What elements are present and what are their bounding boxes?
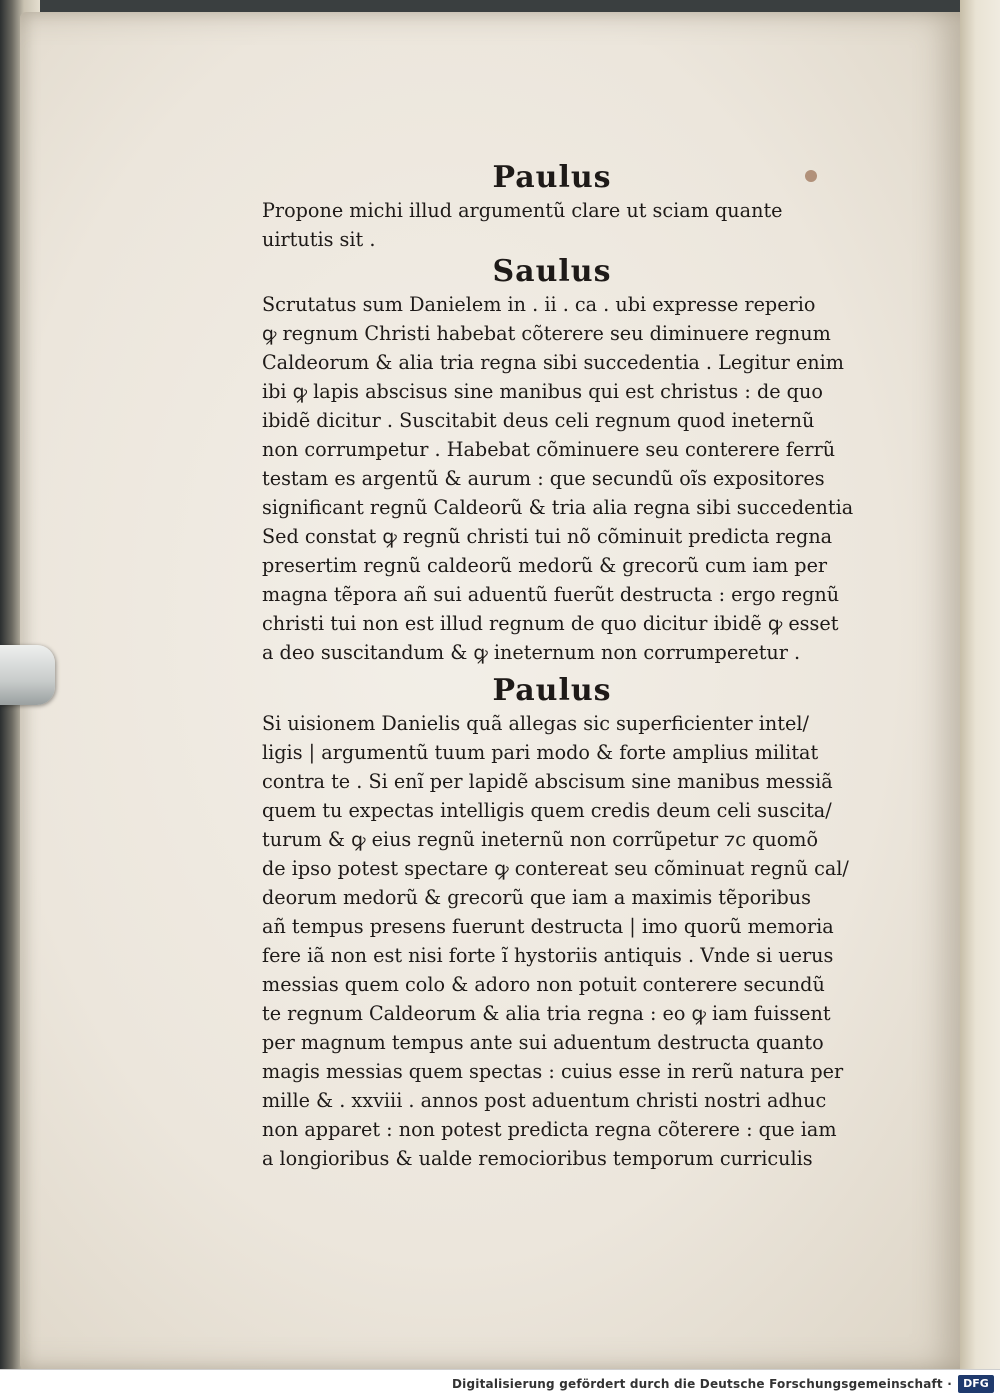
section-paulus-reply bbox=[262, 709, 849, 1173]
section-paulus-question bbox=[262, 196, 842, 254]
text-line: a deo suscitandum & ꝙ ineternum non corrumperetur . bbox=[262, 641, 801, 664]
text-line: Caldeorum & alia tria regna sibi succedentia . Legitur enim bbox=[262, 351, 844, 374]
text-line: ligis | argumentũ tuum pari modo & forte amplius militat bbox=[262, 741, 819, 764]
printed-text-block bbox=[262, 160, 854, 1173]
text-line: magna tẽpora añ sui aduentũ fuerũt destructa : ergo regnũ bbox=[262, 583, 840, 606]
section-saulus-argument bbox=[262, 290, 854, 667]
text-line: non apparet : non potest predicta regna cõterere : que iam bbox=[262, 1118, 837, 1141]
dfg-logo: DFG bbox=[958, 1375, 994, 1393]
text-line: fere iã non est nisi forte ĩ hystoriis antiquis . Vnde si uerus bbox=[262, 944, 834, 967]
text-line: Sed constat ꝙ regnũ christi tui nõ cõminuit predicta regna bbox=[262, 525, 833, 548]
text-line: turum & ꝙ eius regnũ ineternũ non corrũpetur ⁊c quomõ bbox=[262, 828, 819, 851]
text-line: Si uisionem Danielis quã allegas sic superficienter intel/ bbox=[262, 712, 809, 735]
heading-paulus-1: Paulus bbox=[492, 160, 612, 195]
text-line: añ tempus presens fuerunt destructa | imo quorũ memoria bbox=[262, 915, 834, 938]
text-line: non corrumpetur . Habebat cõminuere seu conterere ferrũ bbox=[262, 438, 836, 461]
heading-paulus-2: Paulus bbox=[492, 673, 612, 708]
text-line: te regnum Caldeorum & alia tria regna : eo ꝙ iam fuissent bbox=[262, 1002, 831, 1025]
text-line: deorum medorũ & grecorũ que iam a maximis tẽporibus bbox=[262, 886, 812, 909]
text-line: presertim regnũ caldeorũ medorũ & grecorũ cum iam per bbox=[262, 554, 828, 577]
footer-credit: Digitalisierung gefördert durch die Deutsche Forschungsgemeinschaft · bbox=[452, 1377, 952, 1391]
heading-saulus: Saulus bbox=[492, 254, 612, 289]
facing-page-gutter bbox=[960, 0, 1000, 1370]
text-line: christi tui non est illud regnum de quo dicitur ibidẽ ꝙ esset bbox=[262, 612, 839, 635]
text-line: quem tu expectas intelligis quem credis deum celi suscita/ bbox=[262, 799, 832, 822]
text-line: de ipso potest spectare ꝙ contereat seu cõminuat regnũ cal/ bbox=[262, 857, 849, 880]
text-line: significant regnũ Caldeorũ & tria alia regna sibi succedentia bbox=[262, 496, 854, 519]
text-line: magis messias quem spectas : cuius esse in rerũ natura per bbox=[262, 1060, 844, 1083]
text-line: Propone michi illud argumentũ clare ut sciam quante bbox=[262, 199, 783, 222]
digitization-footer bbox=[0, 1369, 1000, 1399]
text-line: ibidẽ dicitur . Suscitabit deus celi regnum quod ineternũ bbox=[262, 409, 815, 432]
text-line: messias quem colo & adoro non potuit conterere secundũ bbox=[262, 973, 825, 996]
text-line: testam es argentũ & aurum : que secundũ oĩs expositores bbox=[262, 467, 825, 490]
page-clip bbox=[0, 645, 55, 705]
text-line: mille & . xxviii . annos post aduentum christi nostri adhuc bbox=[262, 1089, 827, 1112]
text-line: a longioribus & ualde remocioribus temporum curriculis bbox=[262, 1147, 813, 1170]
text-line: contra te . Si enĩ per lapidẽ abscisum sine manibus messiã bbox=[262, 770, 833, 793]
text-line: uirtutis sit . bbox=[262, 228, 376, 251]
text-line: Scrutatus sum Danielem in . ii . ca . ubi expresse reperio bbox=[262, 293, 816, 316]
text-line: ꝙ regnum Christi habebat cõterere seu diminuere regnum bbox=[262, 322, 831, 345]
text-line: ibi ꝙ lapis abscisus sine manibus qui est christus : de quo bbox=[262, 380, 823, 403]
text-line: per magnum tempus ante sui aduentum destructa quanto bbox=[262, 1031, 824, 1054]
